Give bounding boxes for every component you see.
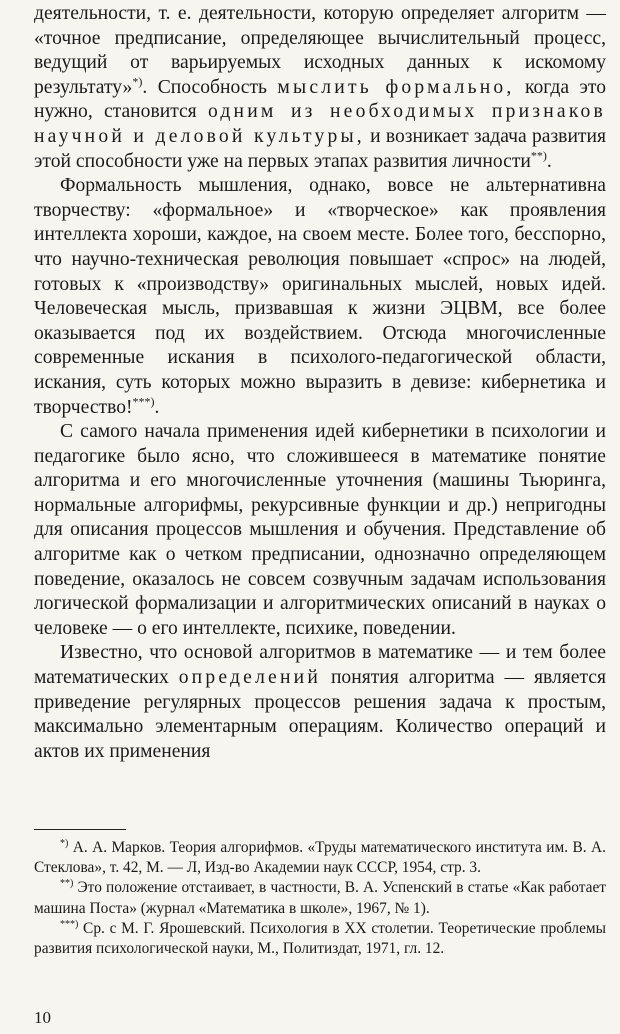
paragraph-4 <box>34 641 606 764</box>
paragraph-2-text-a: Формальность мышления, однако, вовсе не альтернативна творчеству: «формальное» и «творческое» как проявления интеллекта хороши, каждое, на своем месте. Более того, бесспорно, что научно-техническая революция повышает «спрос» на людей, готовых к «производству» оригинальных мыслей, новых идей. Человеческая мысль, призвавшая к жизни ЭЦВМ, все более оказывается под их воздействием. Отсюда многочисленные современные искания в психолого-педагогической области, искания, суть которых можно выразить в девизе: кибернетика и творчество! <box>34 175 606 418</box>
paragraph-4-text-b: понятия алгоритма — является приведение регулярных процессов решения задача к простым, максимально элементарным операциям. Количество операций и актов их применения <box>34 667 606 762</box>
footnote-1-text: А. А. Марков. Теория алгорифмов. «Труды математического института им. В. А. Стеклова», т. 42, М. — Л, Изд-во Академии наук СССР, 1954, стр. 3. <box>34 839 606 877</box>
footnote-3-mark: ***) <box>60 918 79 930</box>
paragraph-1-text-a: деятельности, т. е. деятельности, которую определяет алгоритм — «точное предписание, определяющее вычислительный процесс, ведущий от варьируемых исходных данных к искомому результату» <box>34 3 606 98</box>
spaced-emphasis-3: определений <box>178 667 322 689</box>
paragraph-1-text-d: и возникает задача развития этой способности уже на первых этапах развития личности <box>34 125 606 172</box>
spaced-emphasis-2: одним из необходимых признаков научной и деловой культуры, <box>34 101 606 147</box>
paragraph-2-text-b: . <box>154 396 160 418</box>
footnote-3 <box>34 919 606 959</box>
paragraph-1 <box>34 0 606 174</box>
footnote-2-mark: **) <box>60 878 74 890</box>
footnote-separator <box>34 829 126 830</box>
paragraph-1-text-e: . <box>546 150 552 172</box>
paragraph-2 <box>34 174 606 420</box>
footnote-1-mark: *) <box>60 837 69 849</box>
footnote-3-text: Ср. с М. Г. Ярошевский. Психология в XX столетии. Теоретические проблемы развития психологической науки, М., Политиздат, 1971, гл. 12. <box>34 919 606 958</box>
spaced-emphasis-1: мыслить формально, <box>277 76 515 98</box>
footnotes <box>34 838 606 959</box>
footnote-2 <box>34 878 606 918</box>
footnote-2-text: Это положение отстаивает, в частности, В. А. Успенский в статье «Как работает машина Поста» (журнал «Математика в школе», 1967, № 1). <box>34 879 606 917</box>
paragraph-3-text: С самого начала применения идей кибернетики в психологии и педагогике было ясно, что сложившееся в математике понятие алгоритма и его многочисленные уточнения (машины Тьюринга, нормальные алгорифмы, рекурсивные функции и др.) непригодны для описания процессов мышления и обучения. Представление об алгоритме как о четком предписании, однозначно определяющем поведение, оказалось не совсем созвучным задачам использования логической формализации и алгоритмических описаний в науках о человеке — о его интеллекте, психике, поведении. <box>34 421 606 639</box>
paragraph-3 <box>34 420 606 641</box>
paragraph-1-text-c: когда это нужно, становится <box>34 76 606 123</box>
footnote-ref-3: ***) <box>132 393 155 408</box>
footnote-ref-2: **) <box>530 148 547 163</box>
paragraph-1-text-b: . Способность <box>142 76 278 98</box>
footnote-1 <box>34 838 606 878</box>
footnote-ref-1: *) <box>132 74 143 89</box>
book-page <box>34 0 606 1034</box>
page-number: 10 <box>34 1008 51 1027</box>
paragraph-4-text-a: Известно, что основой алгоритмов в математике — и тем более математических <box>34 642 606 689</box>
